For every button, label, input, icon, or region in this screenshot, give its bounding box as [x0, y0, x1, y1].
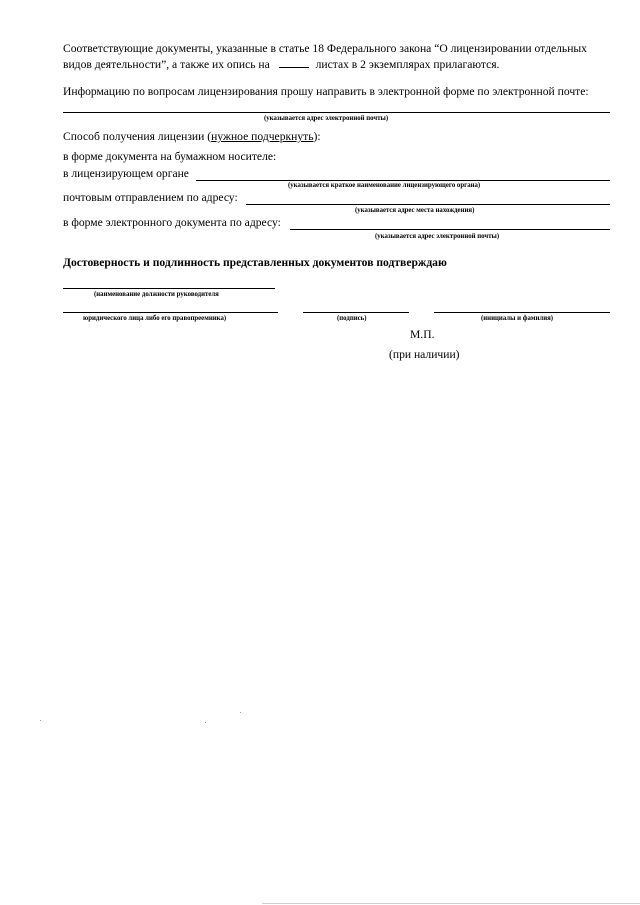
- option-by-mail: почтовым отправлением по адресу:: [63, 191, 238, 204]
- initials-input-line[interactable]: [434, 312, 610, 313]
- option-in-authority: в лицензирующем органе: [63, 167, 189, 180]
- caption-position: (наименование должности руководителя: [94, 291, 219, 298]
- paragraph-documents-line2: [63, 57, 499, 72]
- caption-entity: юридического лица либо его правопреемника): [83, 315, 227, 322]
- electronic-address-input-line[interactable]: [290, 229, 610, 230]
- confirmation-heading: Достоверность и подлинность представленных документов подтверждаю: [63, 256, 447, 269]
- scan-speck: [240, 712, 241, 713]
- scan-speck: [205, 722, 206, 723]
- license-method-label-start: Способ получения лицензии (: [63, 130, 212, 143]
- stamp-label: М.П.: [410, 328, 435, 341]
- option-electronic-form: в форме электронного документа по адресу:: [63, 216, 281, 229]
- entity-input-line[interactable]: [63, 312, 278, 313]
- sheets-count-blank[interactable]: [279, 57, 309, 68]
- scan-speck: [40, 720, 41, 721]
- paragraph-documents-line2-end: листах в 2 экземплярах прилагаются.: [315, 58, 500, 71]
- caption-address: (указывается адрес места нахождения): [355, 207, 475, 214]
- signature-input-line[interactable]: [303, 312, 409, 313]
- license-method-label: [63, 130, 321, 144]
- authority-input-line[interactable]: [196, 180, 610, 181]
- stamp-note: (при наличии): [389, 348, 460, 361]
- position-input-line[interactable]: [63, 288, 275, 289]
- caption-initials: (инициалы и фамилия): [481, 315, 554, 322]
- license-method-label-end: ):: [313, 130, 321, 143]
- email-input-line[interactable]: [63, 112, 610, 113]
- option-paper-form: в форме документа на бумажном носителе:: [63, 150, 277, 163]
- caption-signature: (подпись): [337, 315, 367, 322]
- paragraph-documents-line2-start: видов деятельности”, а также их опись на: [63, 58, 270, 71]
- caption-authority: (указывается краткое наименование лицензирующего органа): [288, 182, 481, 189]
- license-method-label-underlined: нужное подчеркнуть: [211, 130, 314, 143]
- mail-address-input-line[interactable]: [246, 204, 610, 205]
- scan-edge-line: [262, 903, 640, 904]
- paragraph-info-request: Информацию по вопросам лицензирования прошу направить в электронной форме по электронной почте:: [63, 85, 589, 98]
- caption-email-2: (указывается адрес электронной почты): [375, 233, 500, 240]
- paragraph-documents-line1: Соответствующие документы, указанные в статье 18 Федерального закона “О лицензировании отдельных: [63, 42, 587, 55]
- caption-email: (указывается адрес электронной почты): [264, 115, 389, 122]
